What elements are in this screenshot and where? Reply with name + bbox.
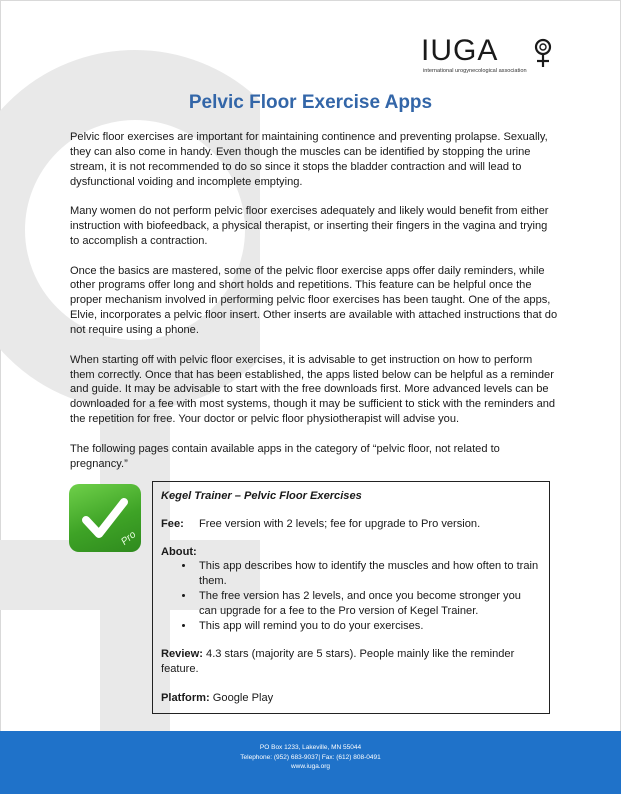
fee-row xyxy=(161,517,541,532)
logo-text: IUGA xyxy=(421,34,499,67)
list-item: • The free version has 2 levels, and once you become stronger you can upgrade for a fee to the Pro version of Kegel Trainer. xyxy=(195,589,541,619)
footer-phone: Telephone: (952) 683-9037| Fax: (612) 808-0491 xyxy=(240,753,381,761)
app-name: Kegel Trainer – Pelvic Floor Exercises xyxy=(161,490,362,502)
review-row xyxy=(161,647,541,677)
platform-text: Google Play xyxy=(209,691,274,704)
platform-label: Platform: xyxy=(161,691,210,704)
paragraph: Many women do not perform pelvic floor exercises adequately and likely would benefit from either instruction with biofeedback, a physical therapist, or inserting their fingers in the vagina and trying to accomplish a contraction. xyxy=(70,205,549,248)
venus-icon xyxy=(532,38,554,68)
fee-text: Free version with 2 levels; fee for upgrade to Pro version. xyxy=(199,517,481,530)
footer-website[interactable]: www.iuga.org xyxy=(290,763,331,770)
paragraph: Pelvic floor exercises are important for maintaining continence and preventing prolapse. Sexually, they can also come in handy. Even though the muscles can be identified by stopping the urine stream, it is not recommended to do so since it stops the bladder contraction and will lead to dysfunctional voiding and incomplete emptying. xyxy=(70,131,548,188)
footer-address: PO Box 1233, Lakeville, MN 55044 xyxy=(259,744,362,751)
page-title: Pelvic Floor Exercise Apps xyxy=(188,92,433,113)
about-label: About: xyxy=(161,545,197,558)
fee-label: Fee: xyxy=(161,517,184,530)
logo-tagline: international urogynecological association xyxy=(423,68,527,74)
paragraph: Once the basics are mastered, some of the pelvic floor exercise apps offer daily reminders, while other programs offer long and short holds and repetitions. This feature can be helpful once the proper mechanism involved in performing pelvic floor exercises has been taught. One of the apps, Elvie, incorporates a pelvic floor insert. Other inserts are available with attached instructions that do not require using a phone. xyxy=(70,264,558,337)
list-item: • This app describes how to identify the muscles and how often to train them. xyxy=(195,559,541,589)
about-list xyxy=(161,559,541,633)
review-text: 4.3 stars (majority are 5 stars). People mainly like the reminder feature. xyxy=(161,648,515,676)
app-info-box xyxy=(152,481,550,714)
list-item: • This app will remind you to do your exercises. xyxy=(195,619,541,634)
paragraph: When starting off with pelvic floor exercises, it is advisable to get instruction on how to perform them correctly. Once that has been established, the apps listed below can be helpful as a reminder and guide. It may be advisable to start with the free downloads first. More advanced levels can be downloaded for a fee with most systems, though it may be sufficient to stick with the reminders and the repetition for free. Your doctor or pelvic floor physiotherapist will advise you. xyxy=(70,353,556,426)
paragraph: The following pages contain available apps in the category of “pelvic floor, not related to pregnancy.” xyxy=(70,442,500,470)
pro-badge: Pro xyxy=(119,529,139,548)
intro-text xyxy=(70,130,558,486)
iuga-logo xyxy=(421,34,581,80)
footer xyxy=(0,731,621,794)
platform-row xyxy=(161,691,541,706)
kegel-trainer-app-icon xyxy=(69,484,141,552)
review-label: Review: xyxy=(161,648,203,661)
